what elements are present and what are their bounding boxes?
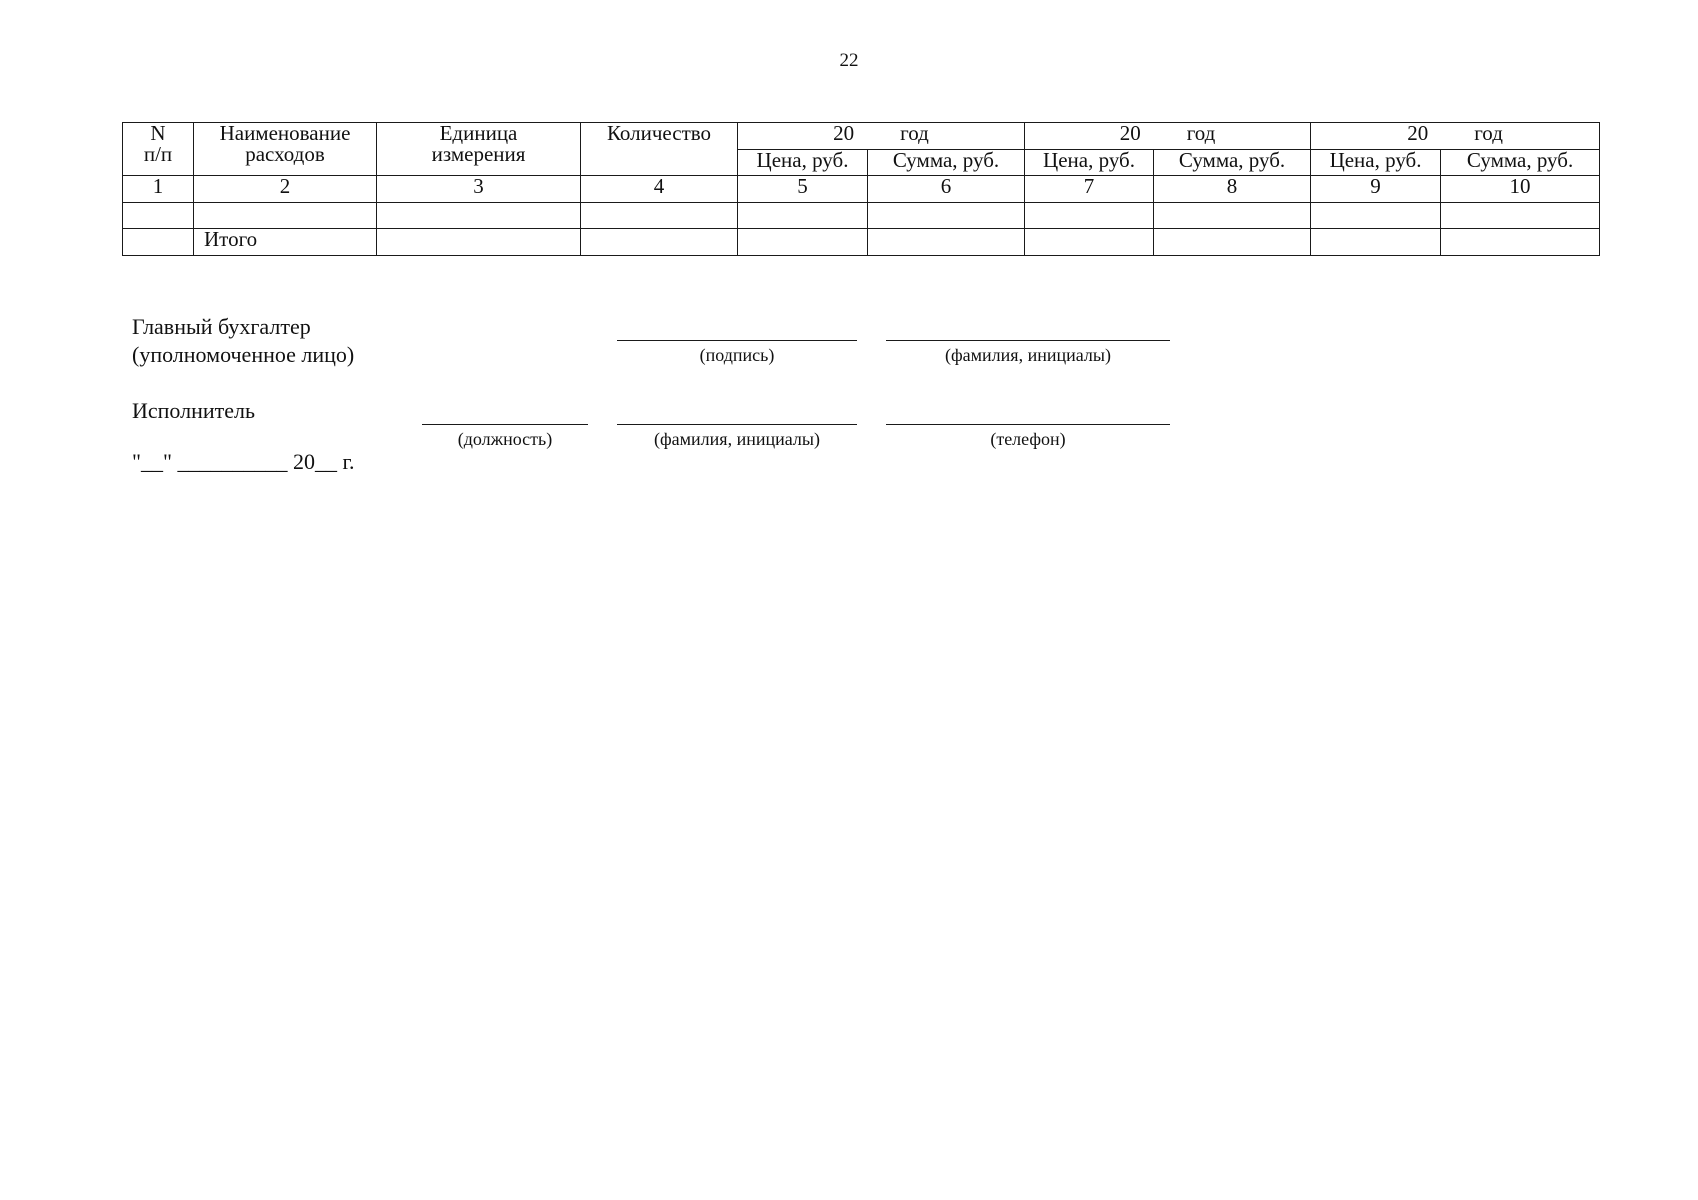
header-sum-3: Сумма, руб. xyxy=(1441,149,1600,176)
header-name xyxy=(194,123,377,176)
phone-caption: (телефон) xyxy=(990,429,1066,449)
header-year-1 xyxy=(738,123,1025,150)
header-year-2 xyxy=(1025,123,1311,150)
table-cell[interactable] xyxy=(1441,202,1600,229)
year-2-word: год xyxy=(1186,121,1216,145)
table-cell[interactable] xyxy=(581,202,738,229)
chief-accountant-line1: Главный бухгалтер xyxy=(132,314,311,339)
column-number: 6 xyxy=(868,176,1025,203)
header-sum-1: Сумма, руб. xyxy=(868,149,1025,176)
header-unit xyxy=(377,123,581,176)
header-unit-line1: Единица xyxy=(439,121,518,145)
table-row-total xyxy=(123,229,1600,256)
executor-name-line[interactable] xyxy=(617,424,857,425)
header-price-2: Цена, руб. xyxy=(1025,149,1154,176)
header-sum-2: Сумма, руб. xyxy=(1154,149,1311,176)
table-cell[interactable] xyxy=(377,202,581,229)
table-cell[interactable] xyxy=(194,202,377,229)
total-label: Итого xyxy=(194,229,377,256)
header-year-3 xyxy=(1311,123,1600,150)
table-cell[interactable] xyxy=(1154,229,1311,256)
table-cell[interactable] xyxy=(868,229,1025,256)
header-num xyxy=(123,123,194,176)
header-num-line1: N xyxy=(150,121,166,145)
table-cell[interactable] xyxy=(1441,229,1600,256)
date-line: "__" __________ 20__ г. xyxy=(132,449,355,474)
signature-caption: (подпись) xyxy=(699,345,775,365)
table-cell[interactable] xyxy=(868,202,1025,229)
table-cell[interactable] xyxy=(581,229,738,256)
year-1-word: год xyxy=(900,121,929,145)
header-num-line2: п/п xyxy=(143,142,173,166)
header-name-line1: Наименование xyxy=(219,121,351,145)
header-unit-line2: измерения xyxy=(431,142,526,166)
chief-accountant-line2: (уполномоченное лицо) xyxy=(132,341,355,367)
year-2-num: 20 xyxy=(1119,121,1141,145)
column-numbers-row xyxy=(123,176,1600,203)
executor-label: Исполнитель xyxy=(132,398,256,423)
column-number: 9 xyxy=(1311,176,1441,203)
phone-line[interactable] xyxy=(886,424,1170,425)
name-line[interactable] xyxy=(886,340,1170,341)
table-cell[interactable] xyxy=(1154,202,1311,229)
table-cell[interactable] xyxy=(738,229,868,256)
position-line[interactable] xyxy=(422,424,588,425)
table-cell[interactable] xyxy=(377,229,581,256)
column-number: 2 xyxy=(194,176,377,203)
column-number: 5 xyxy=(738,176,868,203)
header-qty: Количество xyxy=(581,123,738,176)
column-number: 8 xyxy=(1154,176,1311,203)
name-caption: (фамилия, инициалы) xyxy=(945,345,1111,365)
page-number: 22 xyxy=(839,50,859,71)
signature-line[interactable] xyxy=(617,340,857,341)
header-name-line2: расходов xyxy=(245,142,325,166)
header-price-1: Цена, руб. xyxy=(738,149,868,176)
expenses-table xyxy=(122,122,1600,256)
table-cell[interactable] xyxy=(123,229,194,256)
column-number: 10 xyxy=(1441,176,1600,203)
header-row-1 xyxy=(123,123,1600,150)
column-number: 3 xyxy=(377,176,581,203)
column-number: 1 xyxy=(123,176,194,203)
table-cell[interactable] xyxy=(1311,202,1441,229)
table-row-empty xyxy=(123,202,1600,229)
column-number: 7 xyxy=(1025,176,1154,203)
table-cell[interactable] xyxy=(1025,229,1154,256)
executor-name-caption: (фамилия, инициалы) xyxy=(654,429,820,449)
year-3-word: год xyxy=(1474,121,1503,145)
chief-accountant-label xyxy=(132,313,354,368)
year-3-num: 20 xyxy=(1407,121,1429,145)
header-price-3: Цена, руб. xyxy=(1311,149,1441,176)
column-number: 4 xyxy=(581,176,738,203)
table-cell[interactable] xyxy=(1311,229,1441,256)
table-cell[interactable] xyxy=(123,202,194,229)
position-caption: (должность) xyxy=(457,429,553,449)
table-cell[interactable] xyxy=(738,202,868,229)
year-1-num: 20 xyxy=(833,121,855,145)
table-cell[interactable] xyxy=(1025,202,1154,229)
